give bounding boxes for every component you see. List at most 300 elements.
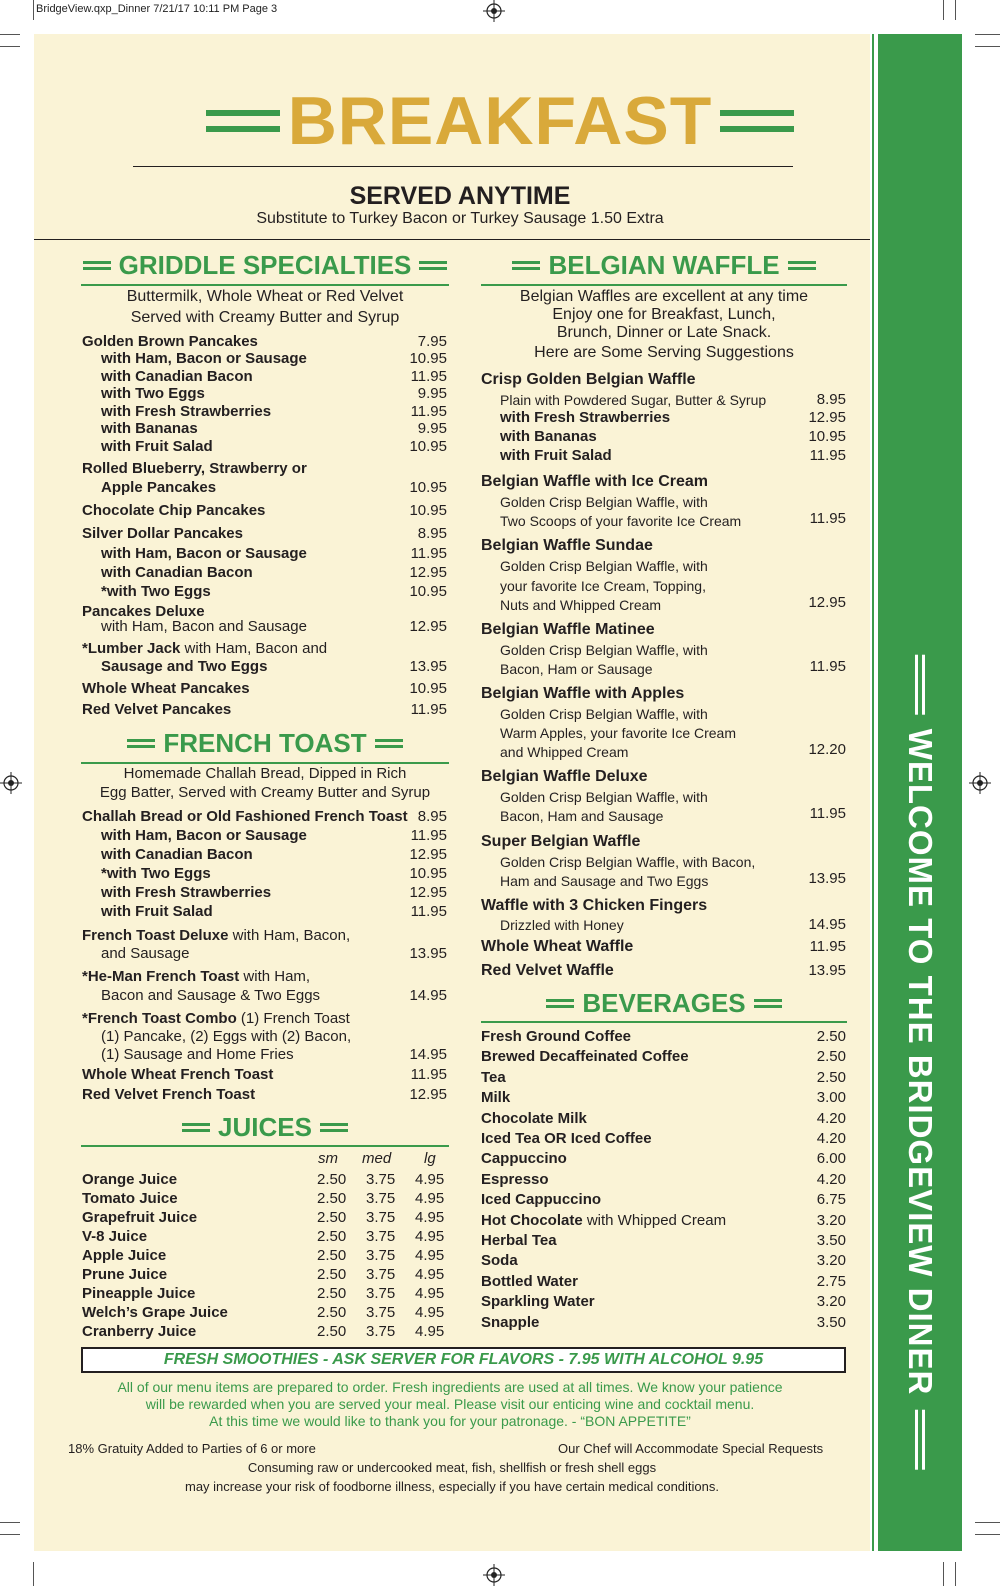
- french-item-label: [101, 903, 213, 921]
- griddle-item-price: 11.95: [410, 403, 447, 420]
- griddle-item-label: [101, 583, 211, 601]
- french-item-name: (1) Sausage and Home Fries: [101, 1046, 294, 1063]
- registration-mark-icon: [483, 1564, 505, 1586]
- waffle-item-name: Belgian Waffle with Apples: [481, 685, 685, 702]
- waffle-item-price: 12.95: [808, 594, 846, 611]
- french-item-price: 12.95: [409, 846, 447, 863]
- substitute-note: Substitute to Turkey Bacon or Turkey Sausage 1.50 Extra: [256, 210, 664, 227]
- griddle-item-name: with Two Eggs: [101, 385, 205, 402]
- section-rule: [81, 1145, 449, 1147]
- griddle-item-label: [101, 479, 216, 497]
- beverages-heading-text: BEVERAGES: [582, 988, 746, 1018]
- waffle-item-label: [500, 788, 708, 806]
- griddle-item-name: with Fruit Salad: [101, 438, 213, 455]
- print-slug: BridgeView.qxp_Dinner 7/21/17 10:11 PM Page 3: [36, 3, 278, 15]
- beverage-item-detail: with Whipped Cream: [582, 1211, 727, 1229]
- juice-price-med: 3.75: [366, 1171, 396, 1188]
- juice-price-sm: 2.50: [317, 1190, 347, 1207]
- page-title: [0, 82, 1000, 160]
- waffle-item-price: 11.95: [809, 658, 846, 675]
- waffle-item-name: Bacon, Ham and Sausage: [500, 808, 664, 824]
- beverage-item-name: Chocolate Milk: [481, 1109, 587, 1127]
- waffle-item-label: [500, 493, 708, 511]
- beverage-item-price: 3.20: [816, 1293, 846, 1311]
- beverage-item-label: [481, 1314, 539, 1332]
- waffle-item-name: Belgian Waffle Matinee: [481, 621, 655, 638]
- griddle-item-price: 11.95: [410, 701, 447, 718]
- heading-bars: [127, 739, 155, 748]
- griddle-item-price: 8.95: [417, 525, 447, 542]
- juice-price-med: 3.75: [366, 1304, 396, 1321]
- juice-name: Pineapple Juice: [82, 1285, 196, 1302]
- juice-price-med: 3.75: [366, 1266, 396, 1283]
- waffle-item-label: [481, 621, 655, 639]
- waffle-heading-text: BELGIAN WAFFLE: [548, 250, 780, 280]
- beverage-item-price: 3.00: [816, 1089, 846, 1107]
- french-item-name: with Ham, Bacon or Sausage: [101, 827, 307, 844]
- chef-note: Our Chef will Accommodate Special Requests: [558, 1441, 824, 1456]
- waffle-item-name: Red Velvet Waffle: [481, 962, 614, 979]
- griddle-item-price: 10.95: [409, 479, 447, 496]
- french-item-price: 13.95: [409, 945, 447, 962]
- title-bars: [720, 110, 794, 132]
- juice-price-lg: 4.95: [415, 1209, 445, 1226]
- griddle-item-label: [82, 680, 250, 698]
- beverage-item-price: 2.75: [816, 1272, 846, 1290]
- french-item-price: 11.95: [410, 1066, 447, 1083]
- waffle-item-label: [500, 596, 661, 614]
- beverage-item-name: Iced Tea OR Iced Coffee: [481, 1130, 652, 1147]
- beverage-item-label: [481, 1069, 506, 1087]
- griddle-item-label: [101, 545, 307, 563]
- beverage-item-name: Bottled Water: [481, 1272, 578, 1290]
- waffle-item-label: [500, 641, 708, 659]
- french-item-label: [101, 1028, 351, 1046]
- waffle-item-name: Golden Crisp Belgian Waffle, with: [500, 706, 708, 722]
- griddle-item-label: [101, 350, 307, 368]
- french-heading-text: FRENCH TOAST: [163, 728, 367, 758]
- griddle-item-name: *with Two Eggs: [101, 583, 211, 600]
- waffle-item-label: [500, 743, 628, 761]
- juice-name: Grapefruit Juice: [82, 1209, 198, 1226]
- juice-price-med: 3.75: [366, 1247, 396, 1264]
- juice-col-lg: lg: [424, 1150, 436, 1167]
- crop-mark: [0, 1534, 20, 1535]
- griddle-item-label: [101, 658, 267, 676]
- heading-bars: [546, 999, 574, 1008]
- welcome-banner: [901, 655, 939, 1470]
- warning-line-2: may increase your risk of foodborne illness, especially if you have certain medical conditions.: [185, 1479, 719, 1494]
- griddle-item-label: [101, 438, 213, 456]
- juice-price-sm: 2.50: [317, 1247, 347, 1264]
- welcome-text: WELCOME TO THE BRIDGEVIEW DINER: [902, 728, 939, 1396]
- waffle-item-label: [500, 705, 708, 723]
- juices-heading: [81, 1112, 449, 1143]
- waffle-desc-2: Enjoy one for Breakfast, Lunch,: [552, 306, 776, 323]
- beverage-item-price: 4.20: [816, 1130, 846, 1147]
- griddle-item-price: 10.95: [409, 583, 447, 600]
- waffle-item-price: 11.95: [809, 938, 846, 955]
- waffle-item-name: Crisp Golden Belgian Waffle: [481, 371, 696, 388]
- registration-mark-icon: [969, 772, 991, 794]
- french-item-price: 12.95: [409, 1086, 447, 1103]
- french-item-detail: with Ham,: [239, 968, 311, 985]
- beverage-item-name: Snapple: [481, 1313, 540, 1331]
- griddle-item-label: [101, 403, 271, 421]
- griddle-desc-2: Served with Creamy Butter and Syrup: [130, 309, 400, 326]
- french-item-label: [101, 987, 320, 1005]
- griddle-item-name: with Canadian Bacon: [101, 564, 253, 581]
- juice-price-sm: 2.50: [317, 1266, 347, 1283]
- waffle-item-price: 8.95: [816, 391, 846, 408]
- crop-mark: [0, 34, 20, 35]
- waffle-item-price: 14.95: [808, 916, 846, 933]
- waffle-item-label: [500, 428, 597, 446]
- heading-bars: [83, 261, 111, 270]
- beverage-item-price: 2.50: [816, 1068, 846, 1086]
- waffle-item-label: [500, 807, 663, 825]
- waffle-item-price: 11.95: [809, 447, 846, 464]
- beverage-item-name: Hot Chocolate: [481, 1211, 583, 1229]
- french-item-price: 14.95: [409, 987, 447, 1004]
- heading-bars: [320, 1123, 348, 1132]
- waffle-item-name: Golden Crisp Belgian Waffle, with: [500, 558, 708, 574]
- griddle-item-name: with Canadian Bacon: [101, 368, 253, 385]
- waffle-item-label: [500, 391, 766, 409]
- beverage-item-price: 3.20: [816, 1252, 846, 1270]
- waffle-item-name: Golden Crisp Belgian Waffle, with Bacon,: [500, 854, 756, 870]
- french-item-label: [101, 846, 253, 864]
- griddle-item-label: [82, 640, 327, 658]
- juice-name: Welch’s Grape Juice: [82, 1304, 228, 1321]
- beverage-item-label: [481, 1028, 631, 1046]
- griddle-heading-text: GRIDDLE SPECIALTIES: [118, 250, 412, 280]
- griddle-item-name: with Ham, Bacon or Sausage: [101, 545, 307, 562]
- crop-mark: [943, 1562, 944, 1586]
- french-item-name: Whole Wheat French Toast: [82, 1066, 274, 1083]
- beverage-item-price: 3.50: [816, 1313, 846, 1331]
- beverage-item-label: [481, 1252, 518, 1270]
- juice-price-sm: 2.50: [317, 1285, 347, 1302]
- header-divider: [34, 239, 870, 240]
- waffle-item-price: 13.95: [808, 870, 846, 887]
- juice-price-med: 3.75: [366, 1228, 396, 1245]
- juice-name: Cranberry Juice: [82, 1323, 197, 1340]
- waffle-item-name: Belgian Waffle Deluxe: [481, 768, 648, 785]
- griddle-item-name: Sausage and Two Eggs: [101, 658, 268, 675]
- french-item-label: [82, 1066, 273, 1084]
- beverage-item-label: [481, 1232, 557, 1250]
- beverage-item-name: Herbal Tea: [481, 1232, 557, 1249]
- crop-mark: [33, 0, 34, 20]
- juice-price-lg: 4.95: [415, 1266, 445, 1283]
- crop-mark: [0, 1522, 20, 1523]
- heading-bars: [419, 261, 447, 270]
- crop-mark: [33, 1562, 34, 1586]
- waffle-item-name: Belgian Waffle Sundae: [481, 537, 653, 554]
- waffle-item-price: 11.95: [809, 805, 846, 822]
- griddle-item-price: 10.95: [409, 438, 447, 455]
- beverage-item-price: 2.50: [816, 1028, 846, 1045]
- waffle-item-name: Ham and Sausage and Two Eggs: [500, 873, 709, 889]
- notice: [60, 1379, 840, 1430]
- smoothie-banner: FRESH SMOOTHIES - ASK SERVER FOR FLAVORS - 7.95 WITH ALCOHOL 9.95: [81, 1347, 846, 1373]
- waffle-desc-4: Here are Some Serving Suggestions: [534, 344, 794, 361]
- waffle-item-label: [500, 409, 670, 427]
- french-item-price: 10.95: [409, 865, 447, 882]
- french-item-label: [82, 808, 408, 826]
- griddle-item-name: Rolled Blueberry, Strawberry or: [82, 460, 307, 477]
- juice-name: Orange Juice: [82, 1171, 178, 1188]
- beverage-item-name: Sparkling Water: [481, 1293, 595, 1311]
- beverage-item-price: 4.20: [816, 1109, 846, 1127]
- griddle-item-price: 13.95: [409, 658, 447, 675]
- waffle-item-label: [500, 660, 653, 678]
- griddle-item-label: [101, 385, 205, 403]
- beverage-item-label: [481, 1048, 689, 1066]
- griddle-item-label: [101, 564, 253, 582]
- griddle-item-name: Silver Dollar Pancakes: [82, 525, 243, 542]
- waffle-item-name: Bacon, Ham or Sausage: [500, 661, 653, 677]
- french-item-label: [101, 945, 189, 963]
- griddle-item-price: 12.95: [409, 618, 447, 635]
- waffle-item-label: [500, 724, 736, 742]
- juice-price-sm: 2.50: [317, 1209, 347, 1226]
- crop-mark: [975, 1522, 1000, 1523]
- juice-col-med: med: [362, 1150, 392, 1167]
- waffle-item-label: [481, 371, 696, 389]
- griddle-item-price: 11.95: [410, 368, 447, 385]
- band-outline: [872, 34, 874, 1551]
- waffle-item-label: [481, 962, 614, 980]
- juice-price-sm: 2.50: [317, 1323, 347, 1340]
- juice-price-sm: 2.50: [317, 1228, 347, 1245]
- waffle-item-name: Whole Wheat Waffle: [481, 938, 634, 955]
- french-item-name: with Fresh Strawberries: [101, 884, 272, 901]
- french-item-label: [101, 884, 271, 902]
- griddle-item-name: Golden Brown Pancakes: [82, 333, 258, 350]
- juice-name: Prune Juice: [82, 1266, 168, 1283]
- griddle-item-name: Apple Pancakes: [101, 479, 217, 496]
- crop-mark: [0, 46, 20, 47]
- beverage-item-label: [481, 1150, 567, 1168]
- crop-mark: [955, 0, 956, 20]
- juice-price-lg: 4.95: [415, 1323, 445, 1340]
- griddle-item-name: with Bananas: [101, 420, 198, 437]
- french-item-name: Red Velvet French Toast: [82, 1086, 256, 1103]
- crop-mark: [975, 46, 1000, 47]
- waffle-item-name: your favorite Ice Cream, Topping,: [500, 578, 706, 594]
- french-item-detail: (1) French Toast: [236, 1010, 350, 1027]
- juice-price-sm: 2.50: [317, 1304, 347, 1321]
- juice-price-med: 3.75: [366, 1190, 396, 1207]
- header-rule: [133, 166, 793, 167]
- juice-price-med: 3.75: [366, 1285, 396, 1302]
- beverage-item-name: Tea: [481, 1068, 506, 1086]
- waffle-item-label: [481, 833, 640, 851]
- waffle-item-label: [500, 557, 708, 575]
- waffle-item-name: Waffle with 3 Chicken Fingers: [481, 897, 708, 914]
- waffle-item-name: Drizzled with Honey: [500, 917, 624, 933]
- waffle-item-name: Two Scoops of your favorite Ice Cream: [500, 513, 742, 529]
- griddle-item-label: [101, 618, 307, 636]
- notice-line-2: will be rewarded when you are served your meal. Please visit our enticing wine and cocktail menu.: [145, 1396, 755, 1412]
- griddle-item-price: 10.95: [409, 350, 447, 367]
- french-item-name: and Sausage: [101, 945, 190, 962]
- section-rule: [81, 284, 449, 286]
- beverage-item-price: 6.00: [816, 1150, 846, 1168]
- juice-name: Apple Juice: [82, 1247, 167, 1264]
- griddle-item-label: [82, 701, 231, 719]
- juice-price-sm: 2.50: [317, 1171, 347, 1188]
- beverage-item-price: 4.20: [816, 1170, 846, 1188]
- waffle-item-name: Plain with Powdered Sugar, Butter & Syrup: [500, 392, 767, 408]
- beverage-item-price: 2.50: [816, 1048, 846, 1066]
- gratuity-note: 18% Gratuity Added to Parties of 6 or more: [68, 1441, 316, 1456]
- waffle-item-name: Golden Crisp Belgian Waffle, with: [500, 642, 708, 658]
- waffle-item-name: Nuts and Whipped Cream: [500, 597, 662, 613]
- griddle-item-price: 7.95: [417, 333, 447, 350]
- waffle-item-label: [500, 853, 755, 871]
- french-item-price: 14.95: [409, 1046, 447, 1063]
- beverage-item-name: Milk: [481, 1089, 511, 1107]
- section-rule: [481, 284, 847, 286]
- waffle-item-label: [481, 768, 648, 786]
- french-item-label: [101, 1046, 294, 1064]
- griddle-item-name: with Ham, Bacon and Sausage: [101, 618, 307, 635]
- heading-bars: [788, 261, 816, 270]
- beverage-item-label: [481, 1293, 595, 1311]
- waffle-heading: [481, 250, 847, 281]
- waffle-item-price: 11.95: [809, 510, 846, 527]
- griddle-item-label: [82, 525, 243, 543]
- french-item-label: [82, 927, 350, 945]
- french-item-name: with Fruit Salad: [101, 903, 213, 920]
- registration-mark-icon: [483, 0, 505, 22]
- beverage-item-name: Iced Cappuccino: [481, 1191, 602, 1209]
- notice-line-3: At this time we would like to thank you for your patronage. - “BON APPETITE”: [209, 1413, 691, 1429]
- waffle-item-label: [481, 897, 707, 915]
- waffle-item-label: [481, 938, 633, 956]
- griddle-item-price: 10.95: [409, 502, 447, 519]
- griddle-desc-1: Buttermilk, Whole Wheat or Red Velvet: [126, 288, 404, 305]
- waffle-item-name: Belgian Waffle with Ice Cream: [481, 473, 709, 490]
- griddle-item-label: [101, 420, 198, 438]
- crop-mark: [975, 34, 1000, 35]
- beverage-item-name: Cappuccino: [481, 1150, 567, 1168]
- heading-bars: [512, 261, 540, 270]
- french-item-price: 12.95: [409, 884, 447, 901]
- griddle-item-name: Whole Wheat Pancakes: [82, 680, 250, 697]
- juice-price-lg: 4.95: [415, 1190, 445, 1207]
- beverage-item-label: [481, 1130, 652, 1148]
- waffle-item-label: [500, 916, 624, 934]
- juice-name: Tomato Juice: [82, 1190, 178, 1207]
- griddle-item-price: 9.95: [417, 420, 447, 437]
- french-item-name: *He-Man French Toast: [82, 968, 240, 985]
- waffle-item-name: and Whipped Cream: [500, 744, 629, 760]
- beverage-item-name: Fresh Ground Coffee: [481, 1028, 632, 1045]
- french-item-label: [82, 1086, 255, 1104]
- french-item-label: [101, 865, 211, 883]
- waffle-item-name: Golden Crisp Belgian Waffle, with: [500, 789, 708, 805]
- french-item-label: [82, 1010, 350, 1028]
- juices-heading-text: JUICES: [218, 1112, 312, 1142]
- griddle-heading: [81, 250, 449, 281]
- warning-line-1: Consuming raw or undercooked meat, fish, shellfish or fresh shell eggs: [247, 1460, 657, 1475]
- crop-mark: [943, 0, 944, 20]
- waffle-item-label: [500, 872, 708, 890]
- juice-price-lg: 4.95: [415, 1228, 445, 1245]
- band-rule: [915, 655, 925, 715]
- griddle-item-name: Red Velvet Pancakes: [82, 701, 232, 718]
- waffle-item-name: Super Belgian Waffle: [481, 833, 641, 850]
- juice-price-lg: 4.95: [415, 1247, 445, 1264]
- waffle-item-price: 12.20: [808, 741, 846, 758]
- french-item-detail: with Ham, Bacon,: [228, 927, 351, 944]
- juice-name: V-8 Juice: [82, 1228, 148, 1245]
- waffle-item-name: with Bananas: [500, 428, 597, 445]
- french-item-label: [82, 968, 310, 986]
- waffle-item-price: 10.95: [808, 428, 846, 445]
- notice-line-1: All of our menu items are prepared to order. Fresh ingredients are used at all times. We know your patience: [117, 1379, 783, 1395]
- juice-price-med: 3.75: [366, 1209, 396, 1226]
- french-item-name: with Canadian Bacon: [101, 846, 253, 863]
- griddle-item-price: 10.95: [409, 680, 447, 697]
- served-anytime: SERVED ANYTIME: [349, 182, 571, 210]
- beverage-item-label: [481, 1191, 601, 1209]
- griddle-item-price: 9.95: [417, 385, 447, 402]
- waffle-item-label: [481, 537, 653, 555]
- waffle-desc-3: Brunch, Dinner or Late Snack.: [556, 324, 772, 341]
- heading-bars: [182, 1123, 210, 1132]
- griddle-item-label: [101, 368, 253, 386]
- heading-bars: [754, 999, 782, 1008]
- waffle-item-name: with Fruit Salad: [500, 447, 612, 464]
- waffle-item-price: 12.95: [808, 409, 846, 426]
- french-desc-1: Homemade Challah Bread, Dipped in Rich: [123, 765, 407, 782]
- beverage-item-price: 3.50: [816, 1232, 846, 1249]
- beverage-item-label: [481, 1171, 549, 1189]
- french-desc-2: Egg Batter, Served with Creamy Butter and Syrup: [99, 784, 431, 801]
- griddle-item-name: with Ham, Bacon or Sausage: [101, 350, 307, 367]
- griddle-item-label: [82, 333, 258, 351]
- juice-price-med: 3.75: [366, 1323, 396, 1340]
- french-item-price: 8.95: [417, 808, 447, 825]
- griddle-item-label: [82, 502, 265, 520]
- french-item-price: 11.95: [410, 903, 447, 920]
- beverage-item-label: [481, 1089, 510, 1107]
- griddle-item-detail: with Ham, Bacon and: [180, 640, 328, 657]
- beverage-item-name: Brewed Decaffeinated Coffee: [481, 1048, 689, 1066]
- waffle-item-label: [481, 685, 684, 703]
- french-item-name: *French Toast Combo: [82, 1010, 237, 1027]
- waffle-item-name: Golden Crisp Belgian Waffle, with: [500, 494, 708, 510]
- griddle-item-name: Chocolate Chip Pancakes: [82, 502, 266, 519]
- waffle-item-label: [500, 512, 741, 530]
- breakfast-title: BREAKFAST: [287, 83, 713, 159]
- waffle-item-name: Warm Apples, your favorite Ice Cream: [500, 725, 737, 741]
- french-heading: [81, 728, 449, 759]
- band-rule: [915, 1409, 925, 1469]
- french-item-name: Challah Bread or Old Fashioned French Toast: [82, 808, 408, 825]
- juice-price-lg: 4.95: [415, 1285, 445, 1302]
- waffle-item-label: [481, 473, 708, 491]
- griddle-item-price: 11.95: [410, 545, 447, 562]
- beverage-item-label: [481, 1273, 578, 1291]
- french-item-name: French Toast Deluxe: [82, 927, 229, 944]
- waffle-item-name: with Fresh Strawberries: [500, 409, 671, 426]
